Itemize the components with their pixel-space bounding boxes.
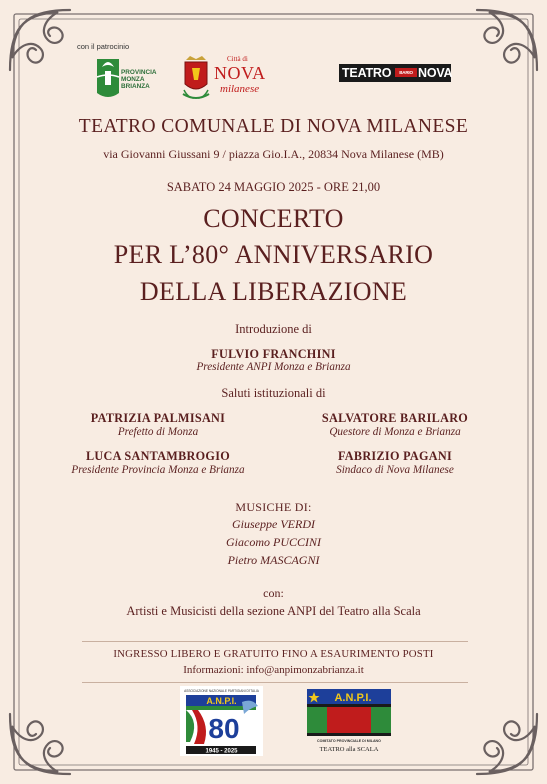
anpi-80-emblem-icon — [180, 686, 263, 756]
provincia-monza-brianza-logo — [93, 53, 159, 101]
anpi-milano-emblem-icon — [307, 689, 391, 754]
introduction-role: Presidente ANPI Monza e Brianza — [196, 361, 351, 373]
citta-nova-milanese-logo — [180, 54, 275, 104]
anpi80-number-text: 80 — [208, 713, 240, 744]
anpi-name-text: A.N.P.I. — [334, 692, 372, 704]
anpi-80-logo — [180, 686, 263, 756]
greeting-name: SALVATORE BARILARO — [321, 411, 469, 425]
greeting-role: Presidente Provincia Monza e Brianza — [71, 464, 245, 476]
teatro-logo-left: TEATRO — [342, 66, 392, 80]
greeting-role: Prefetto di Monza — [117, 426, 199, 438]
contact-info: Informazioni: info@anpimonzabrianza.it — [183, 664, 364, 676]
provincia-line-2: MONZA — [121, 76, 145, 83]
performers-text: Artisti e Musicisti della sezione ANPI del Teatro alla Scala — [126, 604, 421, 618]
anpi80-years-text: 1945 - 2025 — [205, 748, 238, 755]
entry-notice: INGRESSO LIBERO E GRATUITO FINO A ESAURIMENTO POSTI — [113, 648, 434, 660]
introduction-name: FULVIO FRANCHINI — [211, 347, 336, 361]
title-line-1: CONCERTO — [203, 204, 344, 233]
music-label: MUSICHE DI: — [235, 500, 312, 514]
divider-bottom — [82, 682, 468, 683]
introduction-label: Introduzione di — [235, 322, 312, 336]
provincia-emblem-icon — [93, 53, 123, 101]
greetings-label: Saluti istituzionali di — [221, 386, 326, 400]
anpi80-header-text: ASSOCIAZIONE NAZIONALE PARTIGIANI D'ITALIA — [184, 689, 259, 693]
greeting-name: PATRIZIA PALMISANI — [90, 411, 226, 425]
greeting-role: Sindaco di Nova Milanese — [336, 464, 454, 476]
venue-title: TEATRO COMUNALE DI NOVA MILANESE — [78, 116, 469, 137]
composer-name: Pietro MASCAGNI — [227, 553, 320, 567]
composer-name: Giuseppe VERDI — [232, 517, 315, 531]
greeting-person — [265, 449, 525, 476]
greeting-name: FABRIZIO PAGANI — [337, 449, 453, 463]
greeting-person — [265, 411, 525, 438]
nova-crest-icon — [180, 54, 212, 104]
title-line-3: DELLA LIBERAZIONE — [139, 277, 408, 306]
provincia-line-3: BRIANZA — [121, 83, 150, 90]
anpi80-name-text: A.N.P.I. — [206, 696, 237, 706]
divider-top — [82, 641, 468, 642]
title-line-2: PER L’80° ANNIVERSARIO — [113, 240, 434, 269]
citta-di-label: Città di — [227, 55, 248, 63]
nova-label: NOVA — [214, 63, 266, 83]
composer-name: Giacomo PUCCINI — [226, 535, 321, 549]
teatro-logo-mid: BARIO — [395, 68, 417, 77]
greeting-name: LUCA SANTAMBROGIO — [85, 449, 231, 463]
teatro-nova-logo — [339, 64, 451, 82]
milanese-label: milanese — [220, 83, 260, 95]
provincia-line-1: PROVINCIA — [121, 69, 157, 76]
anpi-teatro-text: TEATRO alla SCALA — [319, 746, 379, 753]
teatro-logo-right: NOVA — [418, 66, 453, 80]
event-datetime: SABATO 24 MAGGIO 2025 - ORE 21,00 — [166, 180, 381, 194]
anpi-milano-scala-logo — [307, 689, 391, 754]
performers-label: con: — [263, 586, 284, 600]
greeting-person — [28, 449, 288, 476]
venue-address: via Giovanni Giussani 9 / piazza Gio.I.A., 20834 Nova Milanese (MB) — [103, 147, 444, 161]
anpi-committee-text: COMITATO PROVINCIALE DI MILANO — [317, 739, 381, 743]
greeting-person — [28, 411, 288, 438]
greeting-role: Questore di Monza e Brianza — [329, 426, 461, 438]
sponsorship-label: con il patrocinio — [77, 42, 130, 51]
